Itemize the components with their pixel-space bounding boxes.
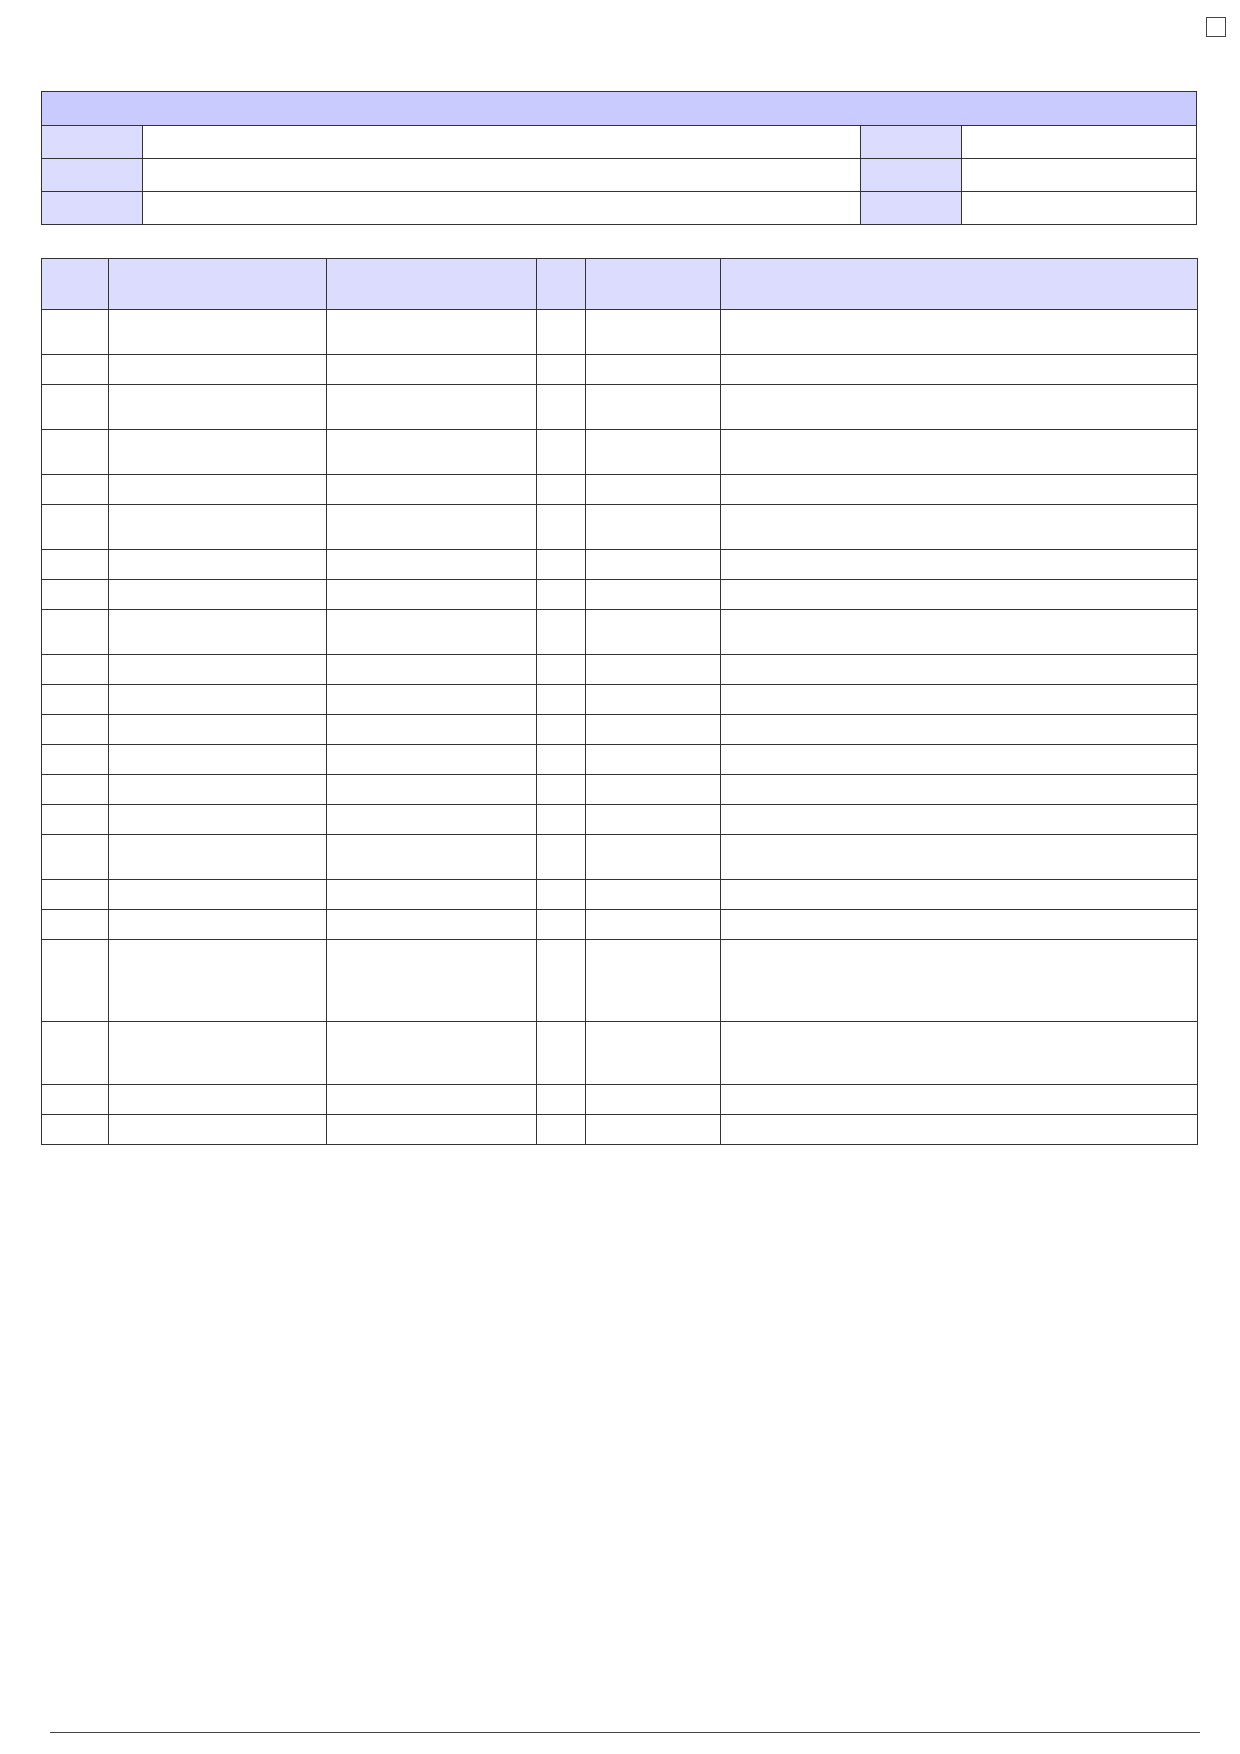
cell-no <box>42 430 109 475</box>
cell-qty <box>586 835 721 880</box>
cell-qty <box>586 385 721 430</box>
cell-code <box>109 550 327 580</box>
info-box <box>41 91 1197 225</box>
cell-unit <box>537 610 586 655</box>
info-box-title <box>42 92 1197 126</box>
table-row <box>42 430 1198 475</box>
info-value-3 <box>142 192 861 225</box>
cell-name <box>327 550 537 580</box>
cell-qty <box>586 715 721 745</box>
cell-qty <box>586 775 721 805</box>
note-line <box>50 1315 1130 1340</box>
cell-no <box>42 1022 109 1085</box>
cell-note <box>721 655 1198 685</box>
col-header-name <box>327 259 537 310</box>
cell-code <box>109 1085 327 1115</box>
cell-unit <box>537 685 586 715</box>
cell-code <box>109 1115 327 1145</box>
cell-unit <box>537 355 586 385</box>
cell-name <box>327 715 537 745</box>
cell-qty <box>586 310 721 355</box>
cell-qty <box>586 805 721 835</box>
cell-qty <box>586 685 721 715</box>
cell-code <box>109 505 327 550</box>
cell-note <box>721 610 1198 655</box>
cell-note <box>721 805 1198 835</box>
cell-code <box>109 880 327 910</box>
cell-note <box>721 685 1198 715</box>
cell-name <box>327 310 537 355</box>
cell-code <box>109 355 327 385</box>
col-header-no <box>42 259 109 310</box>
cell-name <box>327 355 537 385</box>
cell-unit <box>537 580 586 610</box>
cell-unit <box>537 880 586 910</box>
cell-qty <box>586 430 721 475</box>
cell-no <box>42 775 109 805</box>
info-label-3 <box>42 192 143 225</box>
info-right-value-2 <box>961 159 1196 192</box>
col-header-qty <box>586 259 721 310</box>
cell-qty <box>586 655 721 685</box>
cell-note <box>721 310 1198 355</box>
cell-name <box>327 505 537 550</box>
table-row <box>42 580 1198 610</box>
cell-note <box>721 835 1198 880</box>
cell-name <box>327 940 537 1022</box>
cell-note <box>721 715 1198 745</box>
cell-name <box>327 745 537 775</box>
table-row <box>42 880 1198 910</box>
table-row <box>42 550 1198 580</box>
table-row <box>42 505 1198 550</box>
cell-unit <box>537 1115 586 1145</box>
cell-no <box>42 715 109 745</box>
cell-unit <box>537 715 586 745</box>
info-label-2 <box>42 159 143 192</box>
cell-unit <box>537 385 586 430</box>
info-right-value-3 <box>961 192 1196 225</box>
cell-no <box>42 655 109 685</box>
cell-name <box>327 1022 537 1085</box>
items-table <box>41 258 1198 1145</box>
cell-no <box>42 385 109 430</box>
cell-unit <box>537 1022 586 1085</box>
table-row <box>42 910 1198 940</box>
cell-unit <box>537 550 586 580</box>
info-value-2 <box>142 159 861 192</box>
cell-no <box>42 550 109 580</box>
cell-code <box>109 310 327 355</box>
cell-name <box>327 835 537 880</box>
cell-code <box>109 580 327 610</box>
table-row <box>42 940 1198 1022</box>
table-row <box>42 310 1198 355</box>
cell-qty <box>586 1115 721 1145</box>
cell-code <box>109 385 327 430</box>
cell-name <box>327 805 537 835</box>
cell-unit <box>537 775 586 805</box>
table-row <box>42 805 1198 835</box>
cell-name <box>327 1085 537 1115</box>
cell-unit <box>537 1085 586 1115</box>
cell-name <box>327 1115 537 1145</box>
cell-unit <box>537 310 586 355</box>
cell-note <box>721 580 1198 610</box>
cell-code <box>109 430 327 475</box>
document-header-line <box>50 38 1100 62</box>
note-line <box>50 1265 1130 1290</box>
cell-note <box>721 355 1198 385</box>
cell-qty <box>586 1085 721 1115</box>
cell-no <box>42 835 109 880</box>
table-header-row <box>42 259 1198 310</box>
table-row <box>42 385 1198 430</box>
cell-name <box>327 880 537 910</box>
cell-note <box>721 745 1198 775</box>
cell-unit <box>537 655 586 685</box>
note-line <box>50 1441 1130 1466</box>
cell-no <box>42 1115 109 1145</box>
table-row <box>42 1115 1198 1145</box>
cell-qty <box>586 505 721 550</box>
table-row <box>42 1085 1198 1115</box>
cell-unit <box>537 940 586 1022</box>
cell-qty <box>586 580 721 610</box>
cell-qty <box>586 1022 721 1085</box>
table-row <box>42 1022 1198 1085</box>
cell-no <box>42 940 109 1022</box>
cell-code <box>109 805 327 835</box>
cell-unit <box>537 910 586 940</box>
cell-no <box>42 355 109 385</box>
cell-note <box>721 1085 1198 1115</box>
col-header-unit <box>537 259 586 310</box>
table-row <box>42 715 1198 745</box>
cell-no <box>42 475 109 505</box>
cell-note <box>721 880 1198 910</box>
col-header-code <box>109 259 327 310</box>
cell-note <box>721 1115 1198 1145</box>
note-line <box>50 1290 1130 1315</box>
table-row <box>42 655 1198 685</box>
cell-no <box>42 1085 109 1115</box>
cell-no <box>42 910 109 940</box>
cell-code <box>109 685 327 715</box>
note-line <box>50 1390 1130 1415</box>
table-row <box>42 475 1198 505</box>
cell-qty <box>586 880 721 910</box>
notes-block <box>50 1265 1130 1491</box>
cell-code <box>109 655 327 685</box>
cell-code <box>109 745 327 775</box>
cell-code <box>109 910 327 940</box>
cell-name <box>327 385 537 430</box>
cell-no <box>42 610 109 655</box>
cell-code <box>109 940 327 1022</box>
cell-code <box>109 715 327 745</box>
table-row <box>42 835 1198 880</box>
cell-name <box>327 430 537 475</box>
table-row <box>42 685 1198 715</box>
cell-qty <box>586 550 721 580</box>
info-right-label-1 <box>861 126 962 159</box>
cell-name <box>327 655 537 685</box>
cell-note <box>721 550 1198 580</box>
cell-no <box>42 310 109 355</box>
cell-no <box>42 805 109 835</box>
col-header-note <box>721 259 1198 310</box>
note-line <box>50 1466 1130 1491</box>
document-footer <box>50 1711 1200 1733</box>
cell-name <box>327 580 537 610</box>
cell-note <box>721 430 1198 475</box>
table-row <box>42 355 1198 385</box>
cell-unit <box>537 805 586 835</box>
cell-note <box>721 475 1198 505</box>
cell-note <box>721 775 1198 805</box>
cell-qty <box>586 355 721 385</box>
cell-name <box>327 775 537 805</box>
table-row <box>42 745 1198 775</box>
cell-no <box>42 505 109 550</box>
cell-qty <box>586 610 721 655</box>
cell-code <box>109 835 327 880</box>
cell-no <box>42 880 109 910</box>
cell-code <box>109 1022 327 1085</box>
table-row <box>42 775 1198 805</box>
cell-note <box>721 910 1198 940</box>
cell-note <box>721 505 1198 550</box>
note-line <box>50 1365 1130 1390</box>
note-line <box>50 1416 1130 1441</box>
cell-name <box>327 685 537 715</box>
cell-note <box>721 940 1198 1022</box>
cell-name <box>327 610 537 655</box>
corner-checkbox <box>1206 17 1226 37</box>
cell-qty <box>586 940 721 1022</box>
cell-unit <box>537 505 586 550</box>
cell-name <box>327 910 537 940</box>
cell-no <box>42 685 109 715</box>
info-right-value-1 <box>961 126 1196 159</box>
cell-no <box>42 745 109 775</box>
cell-unit <box>537 835 586 880</box>
note-line <box>50 1340 1130 1365</box>
cell-unit <box>537 475 586 505</box>
cell-code <box>109 610 327 655</box>
cell-note <box>721 1022 1198 1085</box>
cell-unit <box>537 430 586 475</box>
cell-code <box>109 775 327 805</box>
cell-qty <box>586 745 721 775</box>
info-value-1 <box>142 126 861 159</box>
info-right-label-3 <box>861 192 962 225</box>
cell-qty <box>586 475 721 505</box>
cell-name <box>327 475 537 505</box>
cell-unit <box>537 745 586 775</box>
cell-code <box>109 475 327 505</box>
cell-no <box>42 580 109 610</box>
cell-note <box>721 385 1198 430</box>
table-row <box>42 610 1198 655</box>
info-right-label-2 <box>861 159 962 192</box>
info-label-1 <box>42 126 143 159</box>
cell-qty <box>586 910 721 940</box>
